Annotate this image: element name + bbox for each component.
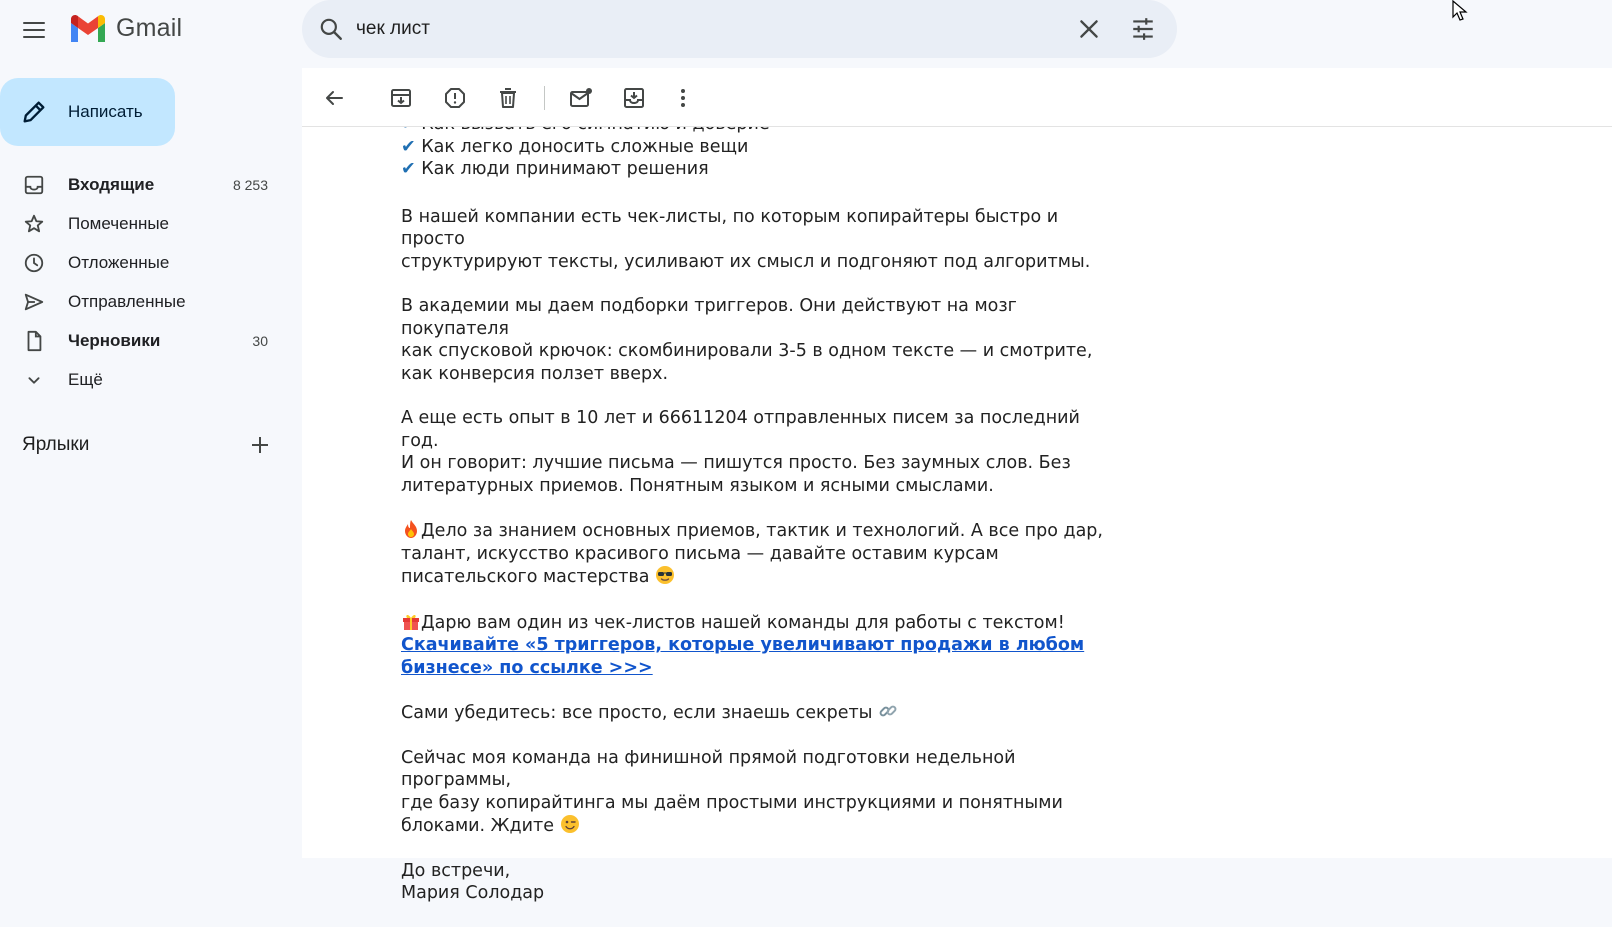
labels-heading: Ярлыки <box>22 434 90 455</box>
fire-emoji-icon <box>401 519 421 539</box>
hamburger-line <box>23 36 45 38</box>
pencil-icon <box>20 98 48 126</box>
draft-icon <box>23 330 45 352</box>
paragraph-gift: Дарю вам один из чек-листов нашей команды для работы с текстом! Скачивайте «5 триггеров, которые увеличивают продажи в любом бизнесе» по ссылке >>> <box>401 612 1085 678</box>
paragraph-experience: А еще есть опыт в 10 лет и 66611204 отправленных писем за последний год. И он говорит: лучшие письма — пишутся просто. Без заумных слов. Без литературных приемов. Понятным языком и ясными смыслами. <box>401 408 1080 496</box>
paragraph-techniques: Дело за знанием основных приемов, тактик и технологий. А все про дар, талант, искусство красивого письма — давайте оставим курсам писательского мастерства <box>401 521 1103 587</box>
search-input[interactable] <box>356 14 1056 44</box>
report-spam-icon[interactable] <box>443 86 467 110</box>
sidebar-item-label: Входящие <box>68 175 155 194</box>
star-icon <box>23 213 45 235</box>
sidebar-item-label: Черновики <box>68 331 161 350</box>
search-options-icon[interactable] <box>1130 16 1156 42</box>
checkmark-icon: ✔ <box>401 136 416 157</box>
mouse-cursor-icon <box>1452 0 1470 22</box>
add-label-icon[interactable] <box>248 433 272 457</box>
chevron-down-icon <box>23 369 45 391</box>
gmail-logo[interactable] <box>68 12 182 44</box>
unread-count: 8 253 <box>232 177 268 193</box>
hamburger-line <box>23 29 45 31</box>
inbox-icon <box>23 174 45 196</box>
sidebar-item-label: Отправленные <box>68 292 186 311</box>
search-icon[interactable] <box>318 16 344 42</box>
sidebar-item-drafts[interactable] <box>0 321 290 360</box>
main-menu-button[interactable] <box>18 14 50 46</box>
sidebar-item-label: Отложенные <box>68 253 170 272</box>
checklist-item: ✔ Как люди принимают решения <box>401 159 709 179</box>
email-body <box>401 113 1121 927</box>
sidebar-item-more[interactable] <box>0 360 290 399</box>
sidebar-item-starred[interactable] <box>0 204 290 243</box>
gmail-m-icon <box>68 12 108 44</box>
sidebar-nav <box>0 165 290 399</box>
archive-icon[interactable] <box>389 86 413 110</box>
clear-search-icon[interactable] <box>1076 16 1102 42</box>
sidebar-item-label: Ещё <box>68 370 103 389</box>
link-emoji-icon <box>878 701 898 721</box>
paragraph-academy: В академии мы даем подборки триггеров. Они действуют на мозг покупателя как спусковой крючок: скомбинировали 3-5 в одном тексте — и смотрите, как конверсия ползет вверх. <box>401 296 1093 384</box>
hamburger-line <box>23 22 45 24</box>
checklist-item: ✔ Как легко доносить сложные вещи <box>401 136 749 157</box>
draft-count: 30 <box>252 333 268 349</box>
sidebar-item-snoozed[interactable] <box>0 243 290 282</box>
app-name: Gmail <box>116 13 183 42</box>
send-icon <box>23 291 45 313</box>
more-options-icon[interactable] <box>671 86 695 110</box>
wink-emoji-icon <box>560 814 580 834</box>
back-arrow-icon[interactable] <box>322 86 346 110</box>
paragraph-program: Сейчас моя команда на финишной прямой подготовки недельной программы, где базу копирайтинга мы даём простыми инструкциями и понятными блоками. Ждите <box>401 747 1063 836</box>
clock-icon <box>23 252 45 274</box>
move-to-icon[interactable] <box>622 86 646 110</box>
message-pane <box>302 68 1612 903</box>
search-bar[interactable] <box>302 0 1177 58</box>
toolbar-divider <box>544 86 545 110</box>
checkmark-icon: ✔ <box>401 159 416 179</box>
sunglasses-emoji-icon <box>655 565 675 585</box>
sidebar-item-inbox[interactable] <box>0 165 290 204</box>
download-link[interactable]: Скачивайте «5 триггеров, которые увеличивают продажи в любом бизнесе» по ссылке >>> <box>401 635 1085 678</box>
paragraph-checklists: В нашей компании есть чек-листы, по которым копирайтеры быстро и просто структурируют тексты, усиливают их смысл и подгоняют под алгоритмы. <box>401 206 1091 272</box>
compose-button[interactable] <box>0 78 175 146</box>
message-toolbar <box>302 68 1612 127</box>
paragraph-secrets: Сами убедитесь: все просто, если знаешь секреты <box>401 701 1121 725</box>
delete-icon[interactable] <box>496 86 520 110</box>
mark-unread-icon[interactable] <box>569 86 593 110</box>
sidebar-item-sent[interactable] <box>0 282 290 321</box>
signature: До встречи, Мария Солодар <box>401 860 545 903</box>
sidebar-item-label: Помеченные <box>68 214 170 233</box>
gift-emoji-icon <box>401 611 421 631</box>
compose-label: Написать <box>68 102 143 121</box>
